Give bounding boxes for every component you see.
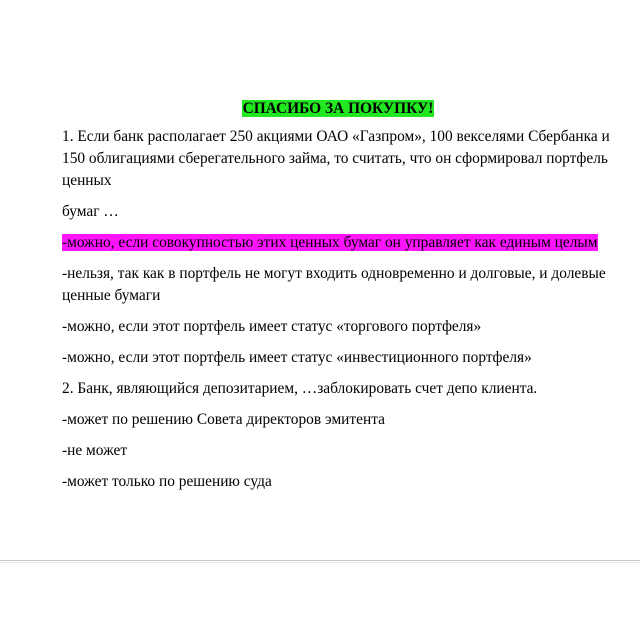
title-text: СПАСИБО ЗА ПОКУПКУ!	[242, 100, 434, 117]
answer-option-correct	[62, 232, 614, 254]
page-bottom-edge	[0, 560, 640, 561]
answer-option: -можно, если этот портфель имеет статус «инвестиционного портфеля»	[62, 349, 532, 366]
question-1-continuation: бумаг …	[62, 203, 119, 220]
answer-option: -может только по решению суда	[62, 473, 272, 490]
answer-option: -можно, если этот портфель имеет статус «торгового портфеля»	[62, 318, 482, 335]
page-shadow	[0, 562, 640, 563]
answer-option: -не может	[62, 442, 128, 459]
question-1: 1. Если банк располагает 250 акциями ОАО «Газпром», 100 векселями Сбербанка и 150 облигациями сберегательного займа, то считать, что он сформировал портфель ценных	[62, 128, 610, 189]
question-2: 2. Банк, являющийся депозитарием, …заблокировать счет депо клиента.	[62, 380, 538, 397]
document-title	[62, 98, 614, 120]
answer-option: -нельзя, так как в портфель не могут входить одновременно и долговые, и долевые ценные бумаги	[62, 265, 606, 304]
highlighted-answer: -можно, если совокупностью этих ценных бумаг он управляет как единым целым	[62, 234, 598, 251]
document-body	[62, 98, 614, 502]
answer-option: -может по решению Совета директоров эмитента	[62, 411, 385, 428]
